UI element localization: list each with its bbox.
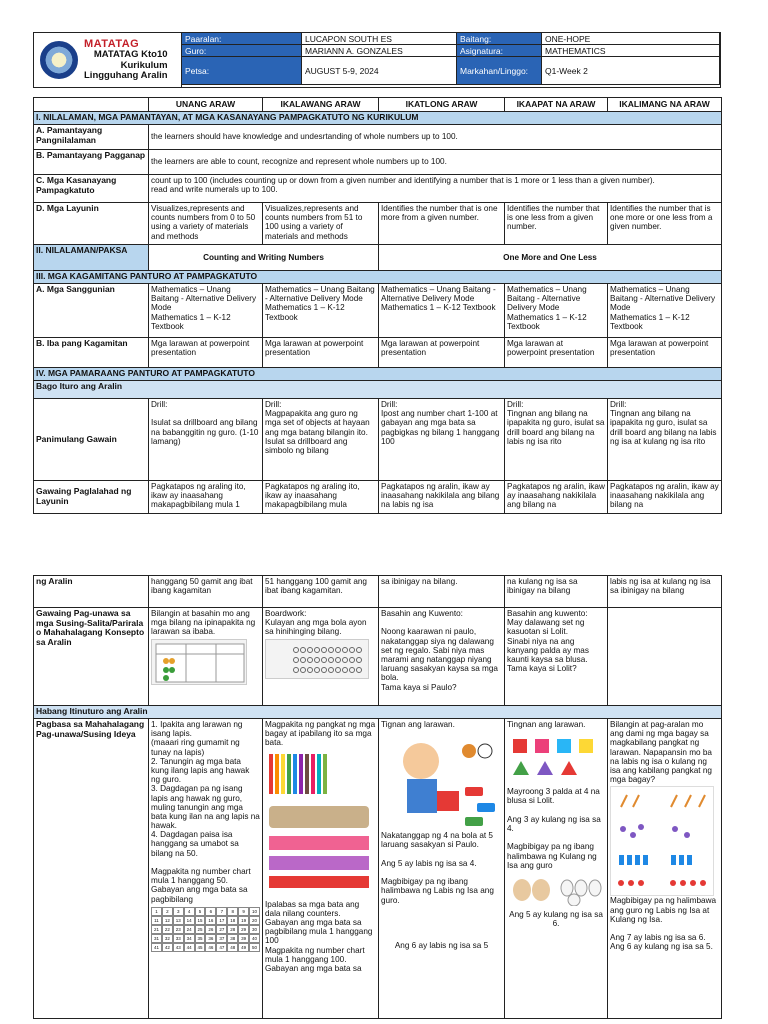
- row-label: B. Pamantayang Pagganap: [34, 150, 149, 175]
- objective: Identifies the number that is one more or one less from a given number.: [608, 203, 722, 245]
- row-label: A. Mga Sanggunian: [34, 284, 149, 338]
- day-header: IKALAWANG ARAW: [263, 98, 379, 112]
- day-header: IKATLONG ARAW: [379, 98, 505, 112]
- day-header: UNANG ARAW: [149, 98, 263, 112]
- row-label: A. Pamantayang Pangnilalaman: [34, 125, 149, 150]
- objective: Visualizes,represents and counts numbers from 51 to 100 using a variety of materials and methods: [263, 203, 379, 245]
- field-value: LUCAPON SOUTH ES: [302, 33, 457, 45]
- row-label: Pagbasa sa Mahahalagang Pag-unawa/Susing Ideya: [34, 719, 149, 1019]
- header-fields: [182, 33, 720, 87]
- concept-cell: [263, 608, 379, 706]
- section-heading: I. NILALAMAN, MGA PAMANTAYAN, AT MGA KASANAYANG PAMPAGKATUTO NG KURIKULUM: [34, 112, 722, 125]
- lesson-table-page2: [33, 575, 722, 1019]
- material: Mga larawan at powerpoint presentation: [263, 338, 379, 368]
- drill-text: Drill: Tingnan ang bilang na ipapakita ng guro, isulat sa drill board ang bilang na labis ng isa rito: [505, 399, 608, 481]
- lesson-cell-day3: [379, 719, 505, 1019]
- objective: Identifies the number that is one more from a given number.: [379, 203, 505, 245]
- eggs-image: [507, 872, 605, 906]
- header-title-1: MATATAG Kto10: [93, 49, 168, 61]
- lesson-table-page1: [33, 97, 722, 514]
- lesson-cell-day5: [608, 719, 722, 1019]
- row-label: Gawaing Paglalahad ng Layunin: [34, 481, 149, 514]
- lesson-text: Magpakita ng pangkat ng mga bagay at ipabilang ito sa mga bata.: [265, 720, 376, 748]
- objective-text: Pagkatapos ng araling ito, ikaw ay inaasahang makapagbibilang mula 1: [149, 481, 263, 514]
- objective: Visualizes,represents and counts numbers from 0 to 50 using a variety of materials and methods: [149, 203, 263, 245]
- lesson-text: 1. Ipakita ang larawan ng isang lapis. (maaari ring gumamit ng tunay na lapis) 2. Tanungin ag mga bata kung ilang lapis ang hawak ng guro. 3. Dagdagan pa ng isang lapis ang hawak ng guro, muling tanungin ang mga bata kung ilan na ang lapis na hawak. 4. Dagdagan paisa isa hanggang sa umabot sa bilang na 50. Magpakita ng number chart mula 1 hanggang 50. Gabayan ang mga bata sa pagbibilang: [151, 720, 260, 904]
- row-label: ng Aralin: [34, 576, 149, 608]
- field-value: MARIANN A. GONZALES: [302, 45, 457, 57]
- objects-image: [265, 750, 373, 900]
- concept-text: Boardwork: Kulayan ang mga bola ayon sa hinihinging bilang.: [265, 609, 367, 637]
- section-heading: III. MGA KAGAMITANG PANTURO AT PAMPAGKATUTO: [34, 271, 722, 284]
- header-logo-block: [34, 33, 182, 87]
- drill-text: Drill: Isulat sa drillboard ang bilang na babanggitin ng guro. (1-10 lamang): [149, 399, 263, 481]
- deped-seal-icon: [40, 41, 78, 79]
- field-label: Asignatura:: [457, 45, 542, 57]
- objective-text: na kulang ng isa sa ibinigay na bilang: [505, 576, 608, 608]
- lesson-text: Mayroong 3 palda at 4 na blusa si Lolit. Ang 3 ay kulang ng isa sa 4. Magbibigay pa ng ibang halimbawa ng Kulang ng Isa ang guro: [507, 787, 601, 870]
- lesson-text: Nakatanggap ng 4 na bola at 5 laruang sasakyan si Paulo. Ang 5 ay labis ng isa sa 4. Magbibigay pa ng ibang halimbawa ng Labis ng Isa ang guro.: [381, 831, 494, 905]
- lesson-text: Ang 6 ay labis ng isa sa 5: [394, 940, 489, 950]
- clothes-image: [507, 731, 605, 787]
- day-header: IKALIMANG NA ARAW: [608, 98, 722, 112]
- drill-text: Drill: Ipost ang number chart 1-100 at gabayan ang mga bata sa pagbigkas ng bilang 1 hanggang 100: [379, 399, 505, 481]
- objective-text: Pagkatapos ng aralin, ikaw ay inaasahang nakikilala ang bilang na: [505, 481, 608, 514]
- reference: Mathematics – Unang Baitang - Alternative Delivery Mode Mathematics 1 – K-12 Textbook: [263, 284, 379, 338]
- field-label: Markahan/Linggo:: [457, 57, 542, 85]
- row-label: Panimulang Gawain: [34, 399, 149, 481]
- reference: Mathematics – Unang Baitang - Alternative Delivery Mode Mathematics 1 – K-12 Textbook: [608, 284, 722, 338]
- objective-text: sa ibinigay na bilang.: [379, 576, 505, 608]
- objective-text: labis ng isa at kulang ng isa sa ibinigay na bilang: [608, 576, 722, 608]
- lesson-cell-day2: [263, 719, 379, 1019]
- topic: Counting and Writing Numbers: [149, 245, 379, 271]
- row-label: Gawaing Pag-unawa sa mga Susing-Salita/Parirala o Mahahalagang Konsepto sa Aralin: [34, 608, 149, 706]
- lesson-cell-day4: [505, 719, 608, 1019]
- header-title-3: Lingguhang Aralin: [84, 70, 168, 82]
- lesson-text: Tingnan ang larawan.: [507, 720, 586, 729]
- day-header: IKAAPAT NA ARAW: [505, 98, 608, 112]
- objective-text: Pagkatapos ng aralin, ikaw ay inaasahang nakikilala ang bilang na labis ng isa: [379, 481, 505, 514]
- story-text: Basahin ang Kuwento: Noong kaarawan ni paulo, nakatanggap siya ng dalawang set ng regalo. Sabi niya mas marami ang natanggap niyang laruang sasakyan kaysa sa mga bola. Tama kaya si Paulo?: [379, 608, 505, 706]
- subsection-heading: Bago Ituro ang Aralin: [34, 381, 722, 399]
- objective: Identifies the number that is one less from a given number.: [505, 203, 608, 245]
- number-chart: 1 2 3 4 5 6 7 8 9 10 11 12 13 14 15 16 17 18 19 20 21 22 23 24 25 26 27 28 29 30 31 32 33 34 35 36 37 38 39 40 41 42 43 44 45 46 47 48 49 50: [151, 907, 260, 952]
- story-text: Basahin ang kuwento: May dalawang set ng kasuotan si Lolit. Sinabi niya na ang kanyang palda ay mas kaunti kaysa sa blusa. Tama kaya si Lolit?: [505, 608, 608, 706]
- reference: Mathematics – Unang Baitang - Alternative Delivery Mode Mathematics 1 – K-12 Textbook: [379, 284, 505, 338]
- reference: Mathematics – Unang Baitang - Alternative Delivery Mode Mathematics 1 – K-12 Textbook: [149, 284, 263, 338]
- field-value: AUGUST 5-9, 2024: [302, 57, 457, 85]
- row-label: D. Mga Layunin: [34, 203, 149, 245]
- drill-text: Drill: Magpapakita ang guro ng mga set of objects at hayaan ang mga batang bilangin ito. Isulat sa drillboard ang simbolo ng bilang: [263, 399, 379, 481]
- field-label: Paaralan:: [182, 33, 302, 45]
- material: Mga larawan at powerpoint presentation: [608, 338, 722, 368]
- row-text: the learners should have knowledge and undesrtanding of whole numbers up to 100.: [149, 125, 722, 150]
- lesson-text: Bilangin at pag-aralan mo ang dami ng mga bagay sa magkabilang pangkat ng larawan. Napapansin mo ba na labis ng isa o kulang ng isa ang kabilang pangkat ng mga bagay?: [610, 720, 712, 785]
- counting-table-image: [151, 639, 247, 685]
- field-label: Baitang:: [457, 33, 542, 45]
- field-label: Guro:: [182, 45, 302, 57]
- concept-text: Bilangin at basahin mo ang mga bilang na ipinapakita ng larawan sa ibaba.: [151, 609, 256, 637]
- row-label: C. Mga Kasanayang Pampagkatuto: [34, 175, 149, 203]
- subsection-heading: Habang Itinuturo ang Aralin: [34, 706, 722, 719]
- story-text: [608, 608, 722, 706]
- lesson-header: [33, 32, 721, 88]
- reference: Mathematics – Unang Baitang - Alternative Delivery Mode Mathematics 1 – K-12 Textbook: [505, 284, 608, 338]
- boy-with-gifts-image: [381, 731, 499, 831]
- objective-text: Pagkatapos ng araling ito, ikaw ay inaasahang makapagbibilang mula: [263, 481, 379, 514]
- section-heading: II. NILALAMAN/PAKSA: [34, 245, 149, 271]
- lesson-text: Tignan ang larawan.: [381, 720, 455, 729]
- field-value: ONE-HOPE: [542, 33, 720, 45]
- concept-cell: [149, 608, 263, 706]
- objective-text: Pagkatapos ng aralin, ikaw ay inaasahang nakikilala ang bilang na: [608, 481, 722, 514]
- comparison-image: [610, 786, 714, 896]
- material: Mga larawan at powerpoint presentation: [505, 338, 608, 368]
- lesson-text: Ipalabas sa mga bata ang dala nilang counters. Gabayan ang mga bata sa pagbibilang mula 1 hanggang 100 Magpakita ng number chart mula 1 hanggang 100. Gabayan ang mga bata sa: [265, 899, 373, 973]
- row-text: the learners are able to count, recognize and represent whole numbers up to 100.: [149, 150, 722, 175]
- row-text: count up to 100 (includes counting up or down from a given number and identifying a number that is 1 more or 1 less than a given number). read and write numerals up to 100.: [149, 175, 722, 203]
- ball-coloring-image: [265, 639, 369, 679]
- drill-text: Drill: Tingnan ang bilang na ipapakita ng guro, isulat sa drill board ang bilang na labis ng isa at kulang ng isa rito: [608, 399, 722, 481]
- objective-text: 51 hanggang 100 gamit ang ibat ibang kagamitan.: [263, 576, 379, 608]
- section-heading: IV. MGA PAMARAANG PANTURO AT PAMPAGKATUTO: [34, 368, 722, 381]
- material: Mga larawan at powerpoint presentation: [149, 338, 263, 368]
- row-label: B. Iba pang Kagamitan: [34, 338, 149, 368]
- material: Mga larawan at powerpoint presentation: [379, 338, 505, 368]
- lesson-cell-day1: [149, 719, 263, 1019]
- field-value: Q1-Week 2: [542, 57, 720, 85]
- lesson-text: Magbibigay pa ng halimbawa ang guro ng Labis ng Isa at Kulang ng Isa. Ang 7 ay labis ng isa sa 6. Ang 6 ay kulang ng isa sa 5.: [610, 896, 717, 952]
- topic: One More and One Less: [379, 245, 722, 271]
- header-title-2: Kurikulum: [120, 59, 168, 71]
- matatag-brand: MATATAG: [84, 38, 140, 51]
- lesson-text: Ang 5 ay kulang ng isa sa 6.: [509, 909, 603, 929]
- objective-text: hanggang 50 gamit ang ibat ibang kagamitan: [149, 576, 263, 608]
- field-label: Petsa:: [182, 57, 302, 85]
- field-value: MATHEMATICS: [542, 45, 720, 57]
